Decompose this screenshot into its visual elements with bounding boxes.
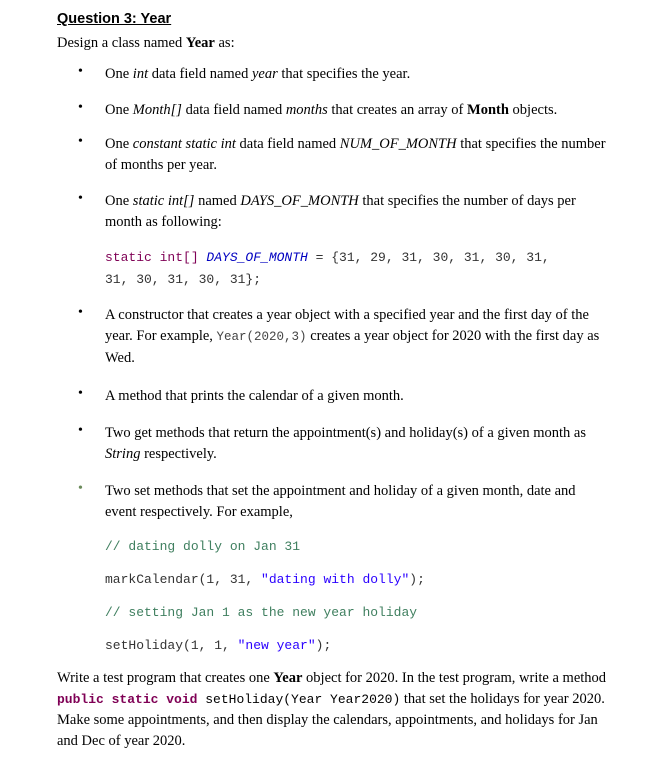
bullet-icon: •: [78, 100, 83, 115]
code-set-holiday: setHoliday(1, 1, "new year");: [105, 638, 332, 653]
bullet-icon: •: [78, 191, 83, 206]
test-program-paragraph: Write a test program that creates one Year object for 2020. In the test program, write a method public static void setHoliday(Year Year2020) that set the holidays for year 2020. Make some appointments, and then display the calendars, appointments, and holidays for Jan and Dec of year 2020.: [57, 670, 607, 749]
code-days-line-2: 31, 30, 31, 30, 31};: [105, 272, 262, 287]
question-title: Question 3: Year: [57, 11, 172, 27]
bullet-icon: •: [78, 423, 83, 438]
intro-text: Design a class named Year as:: [57, 35, 235, 51]
bullet-icon: •: [78, 64, 83, 79]
code-days-line-1: static int[] DAYS_OF_MONTH = {31, 29, 31, 30, 31, 30, 31,: [105, 250, 550, 265]
bullet-icon: •: [78, 134, 83, 149]
code-mark-calendar: markCalendar(1, 31, "dating with dolly");: [105, 572, 425, 587]
bullet-icon: •: [78, 481, 83, 496]
document-page: Question 3: Year Design a class named Year as: • One int data field named year that specifies the year. • One Month[] data field named months that creates an array of Month objects. • One constant static int data field named NUM_OF_MONTH that specifies the number of months per year. • One static int[] named DAYS_OF_MONTH that specifies the number of days per month as following: static int[] DAYS_OF_MONTH = {31, 29, 31, 30, 31, 30, 31, 31, 30, 31, 30, 31}; • A constructor that creates a year object with a specified year and the first day of the year. For example, Year(2020,3) creates a year object for 2020 with the first day as Wed. • A method that prints the calendar of a given month. • Two get methods that return the appointment(s) and holiday(s) of a given month as String respectively. • Two set methods that set the appointment and holiday of a given month, date and event respectively. For example, // dating dolly on Jan 31 markCalendar(1, 31, "dating with dolly"); // setting Jan 1 as the new year holiday setHoliday(1, 1, "new year"); Write a test program that creates one Year object for 2020. In the test program, write a method public static void setHoliday(Year Year2020) that set the holidays for year 2020. Make some appointments, and then display the calendars, appointments, and holidays for Jan and Dec of year 2020.: [0, 0, 656, 762]
code-comment-1: // dating dolly on Jan 31: [105, 539, 301, 554]
bullet-icon: •: [78, 386, 83, 401]
bullet-icon: •: [78, 305, 83, 320]
code-comment-2: // setting Jan 1 as the new year holiday: [105, 605, 418, 620]
